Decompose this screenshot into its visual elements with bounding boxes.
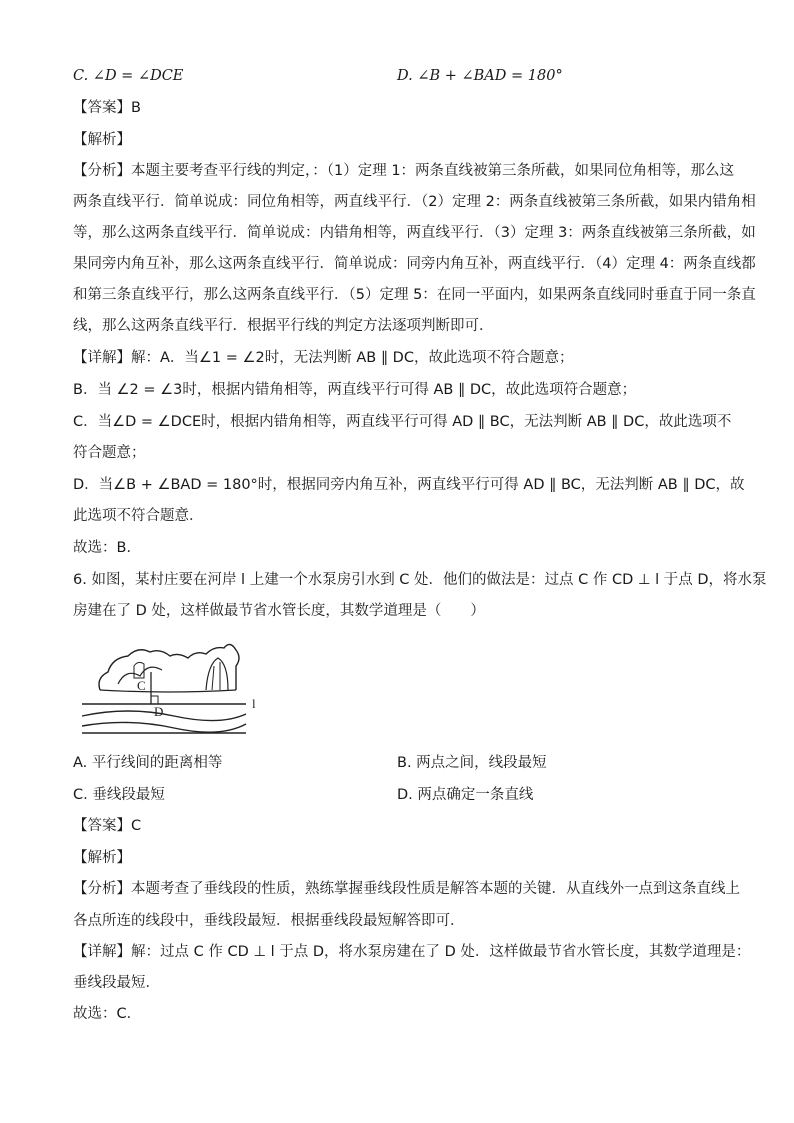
q5-analysis-line: 线，那么这两条直线平行．根据平行线的判定方法逐项判断即可．	[73, 318, 494, 334]
q5-analysis-line: 两条直线平行．简单说成：同位角相等，两直线平行．（2）定理 2：两条直线被第三条所截，如果内错角相	[73, 194, 756, 210]
q5-analysis-line: 等，那么这两条直线平行．简单说成：内错角相等，两直线平行．（3）定理 3：两条直线被第三条所截，如	[73, 225, 756, 241]
q6-figure	[78, 632, 268, 736]
q5-detail-line: 此选项不符合题意．	[73, 508, 204, 524]
q5-answer: 【答案】B	[73, 100, 141, 116]
q5-analysis-header: 【解析】	[73, 132, 131, 148]
q6-question-line: 6. 如图，某村庄要在河岸 l 上建一个水泵房引水到 C 处．他们的做法是：过点 C 作 CD ⊥ l 于点 D，将水泵	[73, 572, 767, 588]
q5-detail-line: C．当∠D = ∠DCE时，根据内错角相等，两直线平行可得 AD ∥ BC，无法判断 AB ∥ DC，故此选项不	[73, 414, 732, 430]
option-c-prev: C. ∠D = ∠DCE	[73, 68, 184, 84]
tree-trunk	[212, 662, 220, 690]
q5-detail-line: D．当∠B + ∠BAD = 180°时，根据同旁内角互补，两直线平行可得 AD ∥ BC，无法判断 AB ∥ DC，故	[73, 477, 745, 493]
q6-detail-line: 垂线段最短．	[73, 975, 160, 991]
q5-analysis-line: 【分析】本题主要考查平行线的判定，：（1）定理 1：两条直线被第三条所截，如果同位角相等，那么这	[73, 163, 735, 179]
label-c: C	[137, 678, 146, 693]
q5-detail-line: B．当 ∠2 = ∠3时，根据内错角相等，两直线平行可得 AB ∥ DC，故此选项符合题意；	[73, 382, 637, 398]
label-l: l	[252, 696, 256, 711]
q6-option-a: A. 平行线间的距离相等	[73, 755, 223, 771]
q5-conclusion: 故选：B．	[73, 540, 141, 556]
q6-option-c: C. 垂线段最短	[73, 787, 165, 803]
label-d: D	[154, 704, 164, 719]
q6-detail-line: 【详解】解：过点 C 作 CD ⊥ l 于点 D，将水泵房建在了 D 处．这样做最节省水管长度，其数学道理是：	[73, 944, 751, 960]
q6-question-line: 房建在了 D 处，这样做最节省水管长度，其数学道理是（ ）	[73, 603, 485, 619]
q5-analysis-line: 果同旁内角互补，那么这两条直线平行．简单说成：同旁内角互补，两直线平行．（4）定理 4：两条直线都	[73, 256, 756, 272]
q6-option-d: D. 两点确定一条直线	[397, 787, 534, 803]
q6-answer: 【答案】C	[73, 818, 142, 834]
river-wave	[82, 722, 246, 732]
q6-option-b: B. 两点之间，线段最短	[397, 755, 547, 771]
ground-line	[100, 690, 236, 692]
hills-outline	[99, 644, 239, 690]
q6-analysis-line: 【分析】本题考查了垂线段的性质，熟练掌握垂线段性质是解答本题的关键．从直线外一点到这条直线上	[73, 881, 740, 897]
tree-shape	[206, 658, 228, 690]
option-d-prev: D. ∠B + ∠BAD = 180°	[397, 68, 563, 84]
right-angle-mark	[151, 696, 158, 704]
q5-detail-line: 符合题意；	[73, 445, 146, 461]
river-wave	[82, 711, 246, 721]
q6-conclusion: 故选：C．	[73, 1006, 142, 1022]
q6-analysis-line: 各点所连的线段中，垂线段最短．根据垂线段最短解答即可．	[73, 913, 465, 929]
q5-detail-line: 【详解】解：A．当∠1 = ∠2时，无法判断 AB ∥ DC，故此选项不符合题意；	[73, 350, 574, 366]
riverbank-illustration	[78, 632, 268, 736]
q6-analysis-header: 【解析】	[73, 850, 131, 866]
q5-analysis-line: 和第三条直线平行，那么这两条直线平行．（5）定理 5：在同一平面内，如果两条直线同时垂直于同一条直	[73, 287, 756, 303]
